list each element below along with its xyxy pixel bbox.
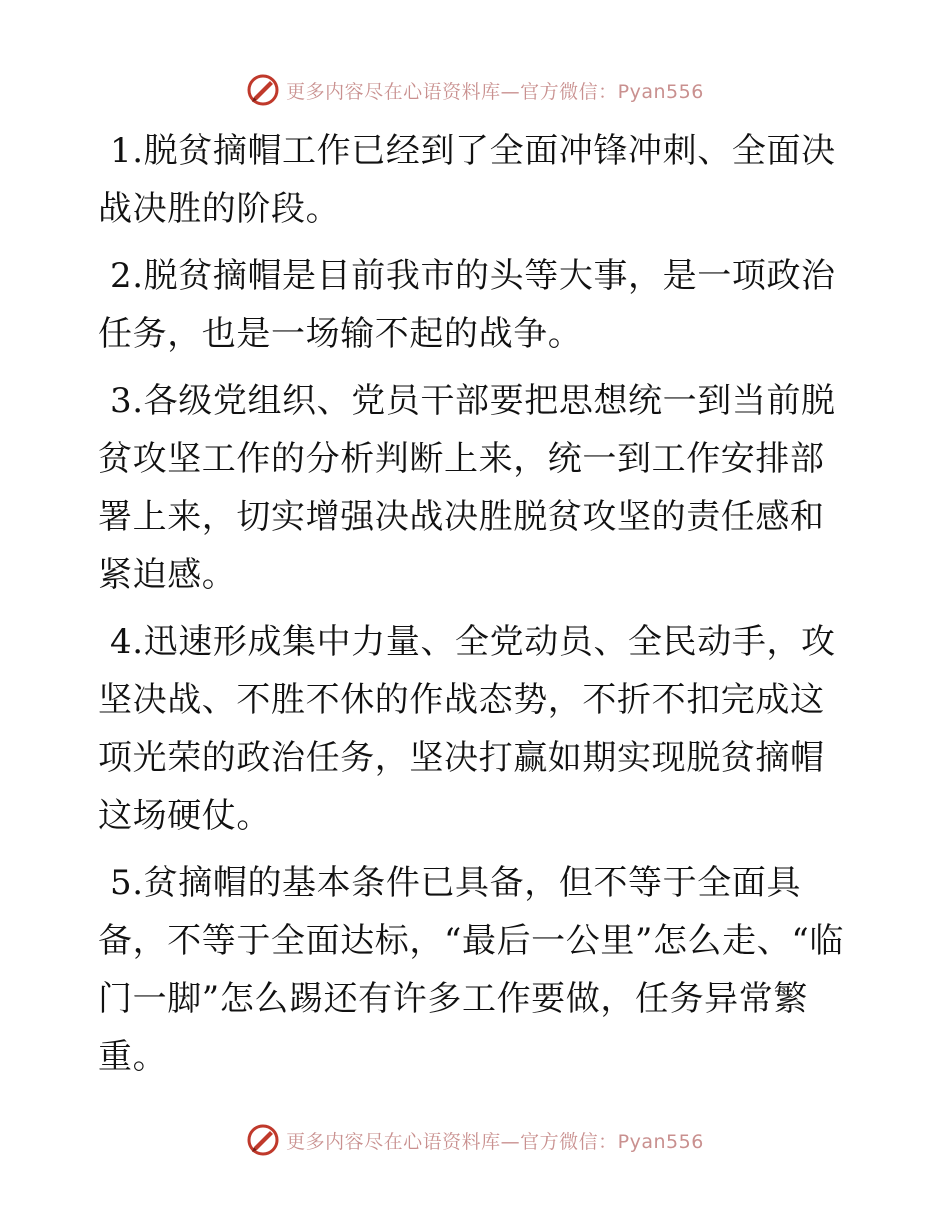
pen-logo-icon xyxy=(246,1123,280,1157)
footer-watermark-banner xyxy=(0,1120,950,1160)
header-watermark-banner xyxy=(0,70,950,110)
paragraph-5: 5.贫摘帽的基本条件已具备，但不等于全面具备，不等于全面达标，“最后一公里”怎么走、“临门一脚”怎么踢还有许多工作要做，任务异常繁重。 xyxy=(98,863,844,1077)
paragraph-4: 4.迅速形成集中力量、全党动员、全民动手，攻坚决战、不胜不休的作战态势，不折不扣完成这项光荣的政治任务，坚决打赢如期实现脱贫摘帽这场硬仗。 xyxy=(98,622,836,836)
paragraph-2: 2.脱贫摘帽是目前我市的头等大事，是一项政治任务，也是一场输不起的战争。 xyxy=(98,256,836,354)
paragraph-1: 1.脱贫摘帽工作已经到了全面冲锋冲刺、全面决战决胜的阶段。 xyxy=(98,131,836,229)
document-body xyxy=(98,122,858,1095)
watermark-text: 更多内容尽在心语资料库—官方微信：Pyan556 xyxy=(286,80,704,103)
watermark-text: 更多内容尽在心语资料库—官方微信：Pyan556 xyxy=(286,1130,704,1153)
paragraph-3: 3.各级党组织、党员干部要把思想统一到当前脱贫攻坚工作的分析判断上来，统一到工作安排部署上来，切实增强决战决胜脱贫攻坚的责任感和紧迫感。 xyxy=(98,381,836,595)
pen-logo-icon xyxy=(246,73,280,107)
